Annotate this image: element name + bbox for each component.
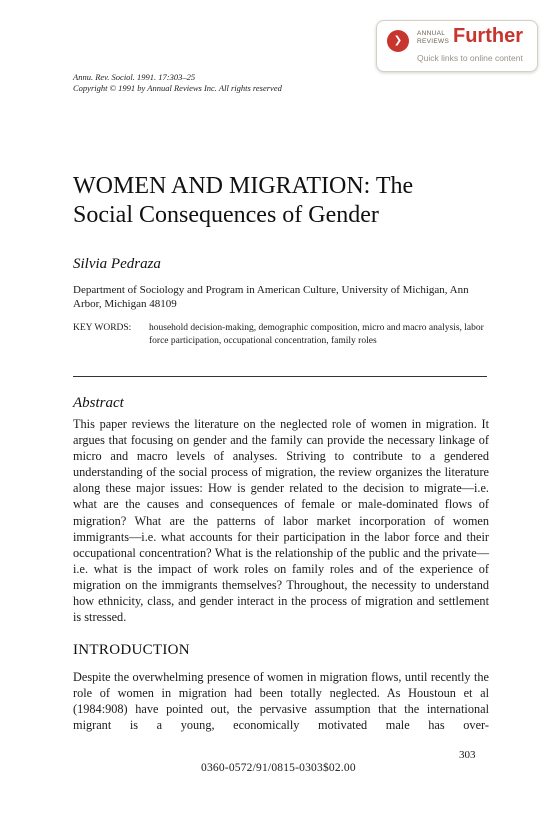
journal-citation [73,72,282,94]
title-line-2: Social Consequences of Gender [73,202,379,228]
author-affiliation: Department of Sociology and Program in American Culture, University of Michigan, Ann Arbor, Michigan 48109 [73,284,469,310]
publisher-line-1: ANNUAL [417,30,446,37]
abstract-heading: Abstract [73,395,124,411]
title-line-1: WOMEN AND MIGRATION: The [73,173,414,199]
introduction-text: Despite the overwhelming presence of women in migration flows, until recently the role of women in migration had been totally neglected. As Houstoun et al (1984:908) have pointed out, the pervasive assumption that the international migrant is a young, economically motivated male has over- [73,670,489,733]
copyright-line: Copyright © 1991 by Annual Reviews Inc. All rights reserved [73,83,282,93]
further-badge[interactable] [376,20,538,72]
keywords-label: KEY WORDS: [73,323,132,333]
article-title [73,172,413,230]
author-name: Silvia Pedraza [73,256,161,272]
further-tagline: Quick links to online content [417,53,523,63]
keywords [73,322,489,347]
chevron-right-icon: ❯ [387,30,409,52]
citation-line: Annu. Rev. Sociol. 1991. 17:303–25 [73,72,196,82]
publisher-line-2: REVIEWS [417,38,450,45]
section-divider [73,376,487,377]
abstract-text: This paper reviews the literature on the neglected role of women in migration. It argues that focusing on gender and the family can provide the necessary linkage of micro and macro levels of analyses. Striving to contribute to a gendered understanding of the social process of migration, the review organizes the literature along these major issues: How is gender related to the decision to migrate—i.e. what are the causes and consequences of female or male-dominated flows of migration? What are the patterns of labor market incorporation of women immigrants—i.e. what accounts for their participation in the labor force and their occupational concentration? What is the relationship of the public and the private—i.e. what is the impact of work roles on family roles and of the experience of migration on the immigrants themselves? Throughout, the necessity to understand how ethnicity, class, and gender interact in the process of migration and settlement is stressed. [73,417,489,625]
introduction-heading: INTRODUCTION [73,642,190,658]
article-code: 0360-0572/91/0815-0303$02.00 [201,762,356,774]
keywords-list: household decision-making, demographic composition, micro and macro analysis, labor force participation, occupational concentration, family roles [149,323,484,346]
page-number: 303 [459,749,476,761]
further-brand: Further [453,25,523,47]
